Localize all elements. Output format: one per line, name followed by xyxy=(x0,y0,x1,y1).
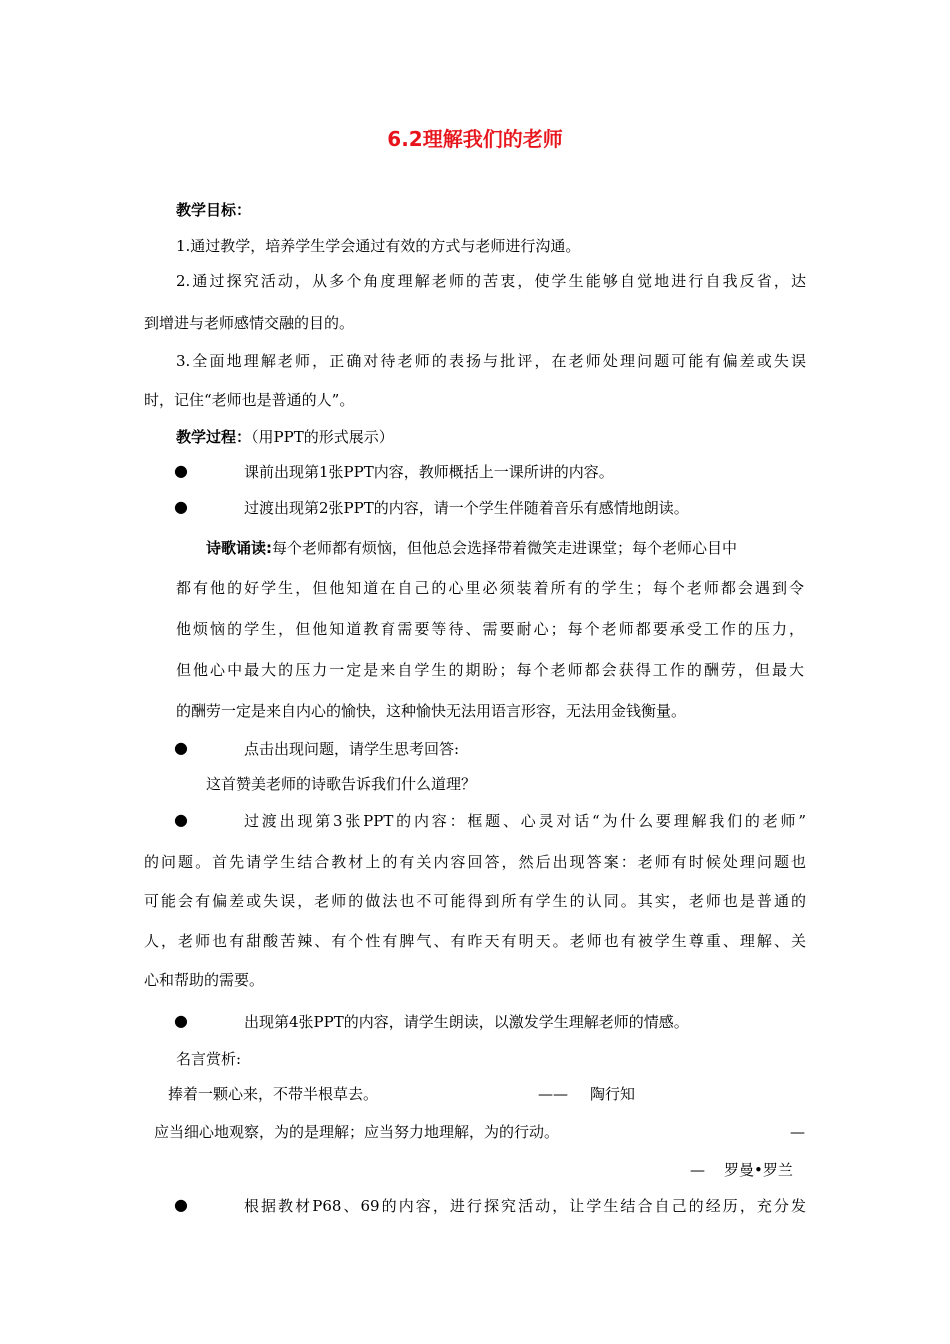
poem-first-line xyxy=(206,538,737,558)
objective-item-2-line-1: 2.通过探究活动，从多个角度理解老师的苦衷，使学生能够自觉地进行自我反省，达 xyxy=(176,272,806,290)
bullet-icon: ● xyxy=(174,1011,188,1030)
objectives-heading: 教学目标： xyxy=(176,201,252,219)
process-step-4-line-5: 心和帮助的需要。 xyxy=(144,971,265,989)
objective-item-3-line-2: 时，记住“老师也是普通的人”。 xyxy=(144,391,355,409)
bullet-icon: ● xyxy=(174,738,188,757)
quote-2-author: 罗曼•罗兰 xyxy=(724,1161,793,1179)
objective-item-2-line-2: 到增进与老师感情交融的目的。 xyxy=(144,314,355,332)
process-step-3: 点击出现问题，请学生思考回答: xyxy=(244,740,460,758)
objective-item-1: 1.通过教学，培养学生学会通过有效的方式与老师进行沟通。 xyxy=(176,237,581,255)
poem-line-1: 每个老师都有烦恼，但他总会选择带着微笑走进课堂；每个老师心目中 xyxy=(272,539,738,557)
bullet-icon: ● xyxy=(174,1195,188,1214)
poem-line-4: 但他心中最大的压力一定是来自学生的期盼；每个老师都会获得工作的酬劳，但最大 xyxy=(176,661,804,679)
objective-item-3-line-1: 3.全面地理解老师，正确对待老师的表扬与批评，在老师处理问题可能有偏差或失误 xyxy=(176,352,806,370)
process-step-1: 课前出现第1张PPT内容，教师概括上一课所讲的内容。 xyxy=(244,463,614,481)
quotes-heading: 名言赏析: xyxy=(176,1050,242,1068)
process-step-2: 过渡出现第2张PPT的内容，请一个学生伴随着音乐有感情地朗读。 xyxy=(244,499,689,517)
poem-label: 诗歌诵读: xyxy=(206,539,272,557)
process-heading-line xyxy=(176,427,394,447)
document-title: 6.2理解我们的老师 xyxy=(387,127,563,151)
quote-2-text: 应当细心地观察，为的是理解；应当努力地理解，为的行动。 xyxy=(154,1123,560,1141)
quote-1-text: 捧着一颗心来，不带半根草去。 xyxy=(168,1085,379,1103)
quote-2-dash-a: — xyxy=(790,1123,805,1141)
discussion-question: 这首赞美老师的诗歌告诉我们什么道理？ xyxy=(206,775,477,793)
poem-line-2: 都有他的好学生，但他知道在自己的心里必须装着所有的学生；每个老师都会遇到令 xyxy=(176,579,804,597)
process-step-4-line-2: 的问题。首先请学生结合教材上的有关内容回答，然后出现答案：老师有时候处理问题也 xyxy=(144,853,806,871)
poem-line-3: 他烦恼的学生，但他知道教育需要等待、需要耐心；每个老师都要承受工作的压力， xyxy=(176,620,804,638)
quote-1-author: 陶行知 xyxy=(590,1085,636,1103)
bullet-icon: ● xyxy=(174,461,188,480)
poem-line-5: 的酬劳一定是来自内心的愉快，这种愉快无法用语言形容，无法用金钱衡量。 xyxy=(176,702,687,720)
process-step-4-line-1: 过渡出现第3张PPT的内容：框题、心灵对话“为什么要理解我们的老师” xyxy=(244,812,806,830)
process-heading-note: （用PPT的形式展示） xyxy=(251,428,394,446)
quote-1-dash: —— xyxy=(538,1085,568,1103)
bullet-icon: ● xyxy=(174,810,188,829)
process-step-5: 出现第4张PPT的内容，请学生朗读，以激发学生理解老师的情感。 xyxy=(244,1013,689,1031)
process-heading: 教学过程： xyxy=(176,428,252,446)
process-step-4-line-4: 人，老师也有甜酸苦辣、有个性有脾气、有昨天有明天。老师也有被学生尊重、理解、关 xyxy=(144,932,806,950)
quote-2-dash-b: — xyxy=(690,1161,705,1179)
process-step-4-line-3: 可能会有偏差或失误，老师的做法也不可能得到所有学生的认同。其实，老师也是普通的 xyxy=(144,892,806,910)
process-step-6: 根据教材P68、69的内容，进行探究活动，让学生结合自己的经历，充分发 xyxy=(244,1197,806,1215)
bullet-icon: ● xyxy=(174,497,188,516)
